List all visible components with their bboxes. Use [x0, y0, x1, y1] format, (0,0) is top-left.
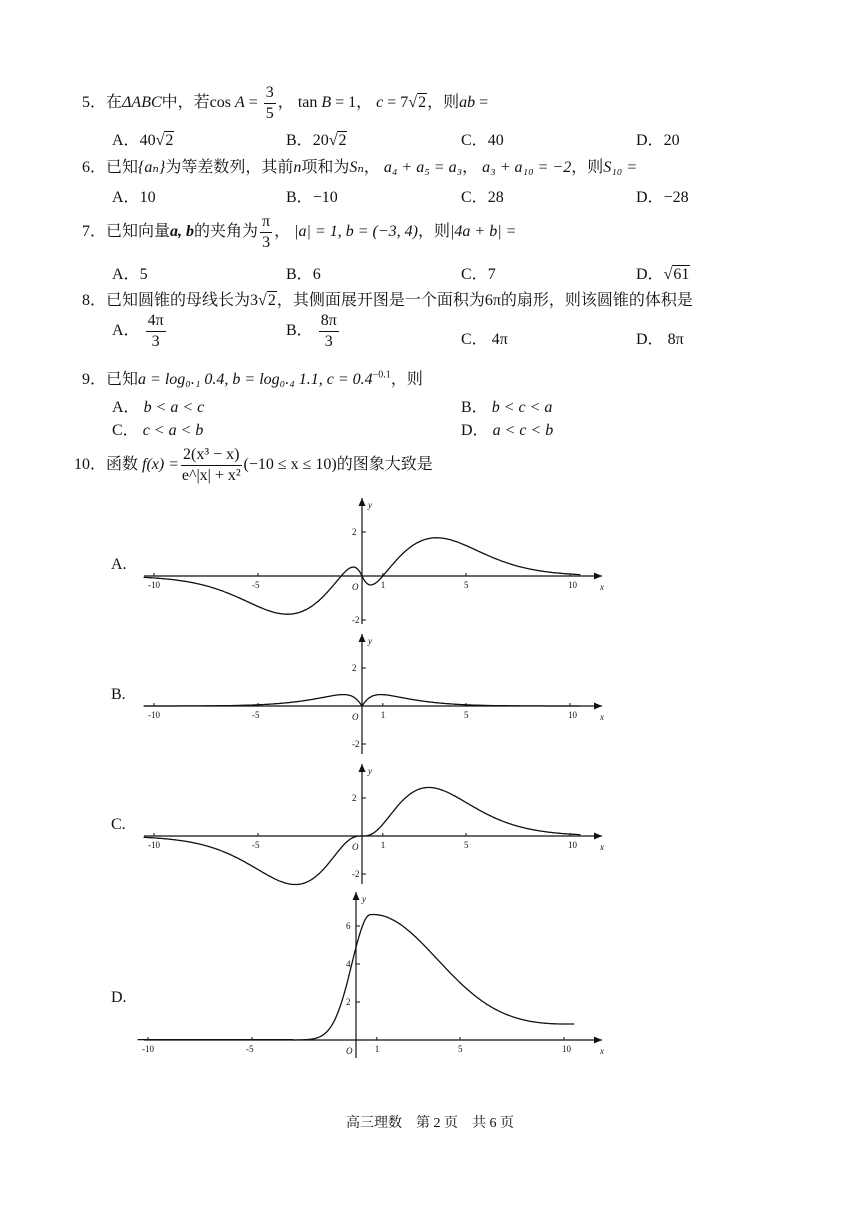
y-axis-arrow — [353, 892, 360, 900]
x-tick-label: 10 — [562, 1044, 571, 1054]
origin-label: O — [352, 842, 359, 852]
option-a: A． $\frac{4\pi}{3}$ — [112, 312, 164, 350]
x-axis-label: x — [600, 842, 604, 852]
x-tick-label: 1 — [374, 1044, 380, 1054]
fraction: $\frac{3}{5}$ — [265, 84, 274, 122]
y-tick-label: -2 — [352, 739, 360, 749]
graph-b — [140, 630, 610, 756]
x-tick-label: 5 — [458, 1044, 463, 1054]
question-7: 7．已知向量a, b的夹角为 $\frac{\pi}{3}$ ， |a| = 1, b = (−3, 4)，则|4a + b| = — [82, 213, 517, 251]
option-b: B． $\frac{8\pi}{3}$ — [286, 312, 337, 350]
y-axis-label: y — [368, 500, 372, 510]
graph-c — [140, 760, 610, 886]
option-d: D．20 — [636, 132, 680, 149]
x-tick-label: 10 — [568, 840, 577, 850]
graph-a — [140, 494, 610, 626]
option-c: C．28 — [461, 189, 504, 206]
x-tick-label: -5 — [252, 580, 260, 590]
page-footer: 高三理数 第 2 页 共 6 页 — [346, 1116, 514, 1131]
option-a: A． b < a < c — [112, 399, 205, 416]
option-a: A．10 — [112, 189, 156, 206]
graph-a-label: A. — [111, 556, 127, 573]
y-tick-label: 6 — [346, 921, 351, 931]
graph-c-label: C. — [111, 816, 126, 833]
y-tick-label: 2 — [352, 527, 357, 537]
y-tick-label: 2 — [352, 793, 357, 803]
graph-b-label: B. — [111, 686, 126, 703]
x-axis-label: x — [600, 582, 604, 592]
x-tick-label: -5 — [252, 710, 260, 720]
option-b: B．−10 — [286, 189, 338, 206]
x-tick-label: 5 — [464, 710, 469, 720]
question-6: 6．已知{aₙ}为等差数列，其前n项和为Sₙ， a₄ + a₅ = a₃， a₃ + a₁₀ = −2，则S₁₀ = — [82, 159, 638, 176]
option-c: C． 4π — [461, 331, 508, 348]
option-c: C．7 — [461, 266, 496, 283]
x-axis-arrow — [594, 573, 602, 580]
origin-label: O — [346, 1046, 353, 1056]
x-tick-label: 10 — [568, 710, 577, 720]
y-axis-label: y — [368, 636, 372, 646]
option-d: D． a < c < b — [461, 422, 554, 439]
option-d: D．√61 — [636, 266, 690, 283]
x-tick-label: 1 — [380, 840, 386, 850]
graph-d — [140, 888, 610, 1060]
question-8: 8．已知圆锥的母线长为3√2，其侧面展开图是一个面积为6π的扇形，则该圆锥的体积是 — [82, 292, 693, 309]
option-a: A．40√2 — [112, 132, 174, 149]
y-axis-arrow — [359, 498, 366, 506]
x-tick-label: -5 — [252, 840, 260, 850]
x-axis-arrow — [594, 1037, 602, 1044]
x-axis-arrow — [594, 703, 602, 710]
origin-label: O — [352, 712, 359, 722]
x-tick-label: -5 — [246, 1044, 254, 1054]
question-5: 5．在ΔABC中，若cos A = $\frac{3}{5}$ ， tan B = 1， c = 7√2，则ab = — [82, 84, 489, 122]
option-b: B．6 — [286, 266, 321, 283]
y-tick-label: 2 — [346, 997, 351, 1007]
x-tick-label: 1 — [380, 710, 386, 720]
x-tick-label: 5 — [464, 580, 469, 590]
x-tick-label: 10 — [568, 580, 577, 590]
x-axis-label: x — [600, 712, 604, 722]
x-tick-label: 5 — [464, 840, 469, 850]
x-tick-label: -10 — [148, 580, 160, 590]
y-tick-label: -2 — [352, 869, 360, 879]
option-c: C．40 — [461, 132, 504, 149]
x-tick-label: -10 — [148, 840, 160, 850]
y-tick-label: 2 — [352, 663, 357, 673]
origin-label: O — [352, 582, 359, 592]
option-d: D．−28 — [636, 189, 689, 206]
y-axis-arrow — [359, 634, 366, 642]
option-b: B．20√2 — [286, 132, 347, 149]
option-a: A．5 — [112, 266, 148, 283]
question-10: 10．函数 f(x) = $\frac{\text{2(x³ − x)}}{\text{e\textasciicircum{}|x| + x²}}$ (−10 ≤ x ≤ 10)的图象大致是 — [74, 446, 433, 484]
question-9: 9．已知a = log₀.₁ 0.4, b = log₀.₄ 1.1, $c = 0.4^{-0.1}$，则 — [82, 369, 423, 388]
x-tick-label: -10 — [142, 1044, 154, 1054]
y-tick-label: -2 — [352, 615, 360, 625]
x-tick-label: -10 — [148, 710, 160, 720]
option-c: C． c < a < b — [112, 422, 204, 439]
x-axis-label: x — [600, 1046, 604, 1056]
option-b: B． b < c < a — [461, 399, 553, 416]
y-axis-label: y — [368, 766, 372, 776]
question-number: 5． — [82, 94, 107, 112]
option-d: D． 8π — [636, 331, 684, 348]
x-tick-label: 1 — [380, 580, 386, 590]
graph-d-label: D. — [111, 989, 127, 1006]
y-axis-arrow — [359, 764, 366, 772]
y-tick-label: 4 — [346, 959, 351, 969]
y-axis-label: y — [362, 894, 366, 904]
x-axis-arrow — [594, 833, 602, 840]
